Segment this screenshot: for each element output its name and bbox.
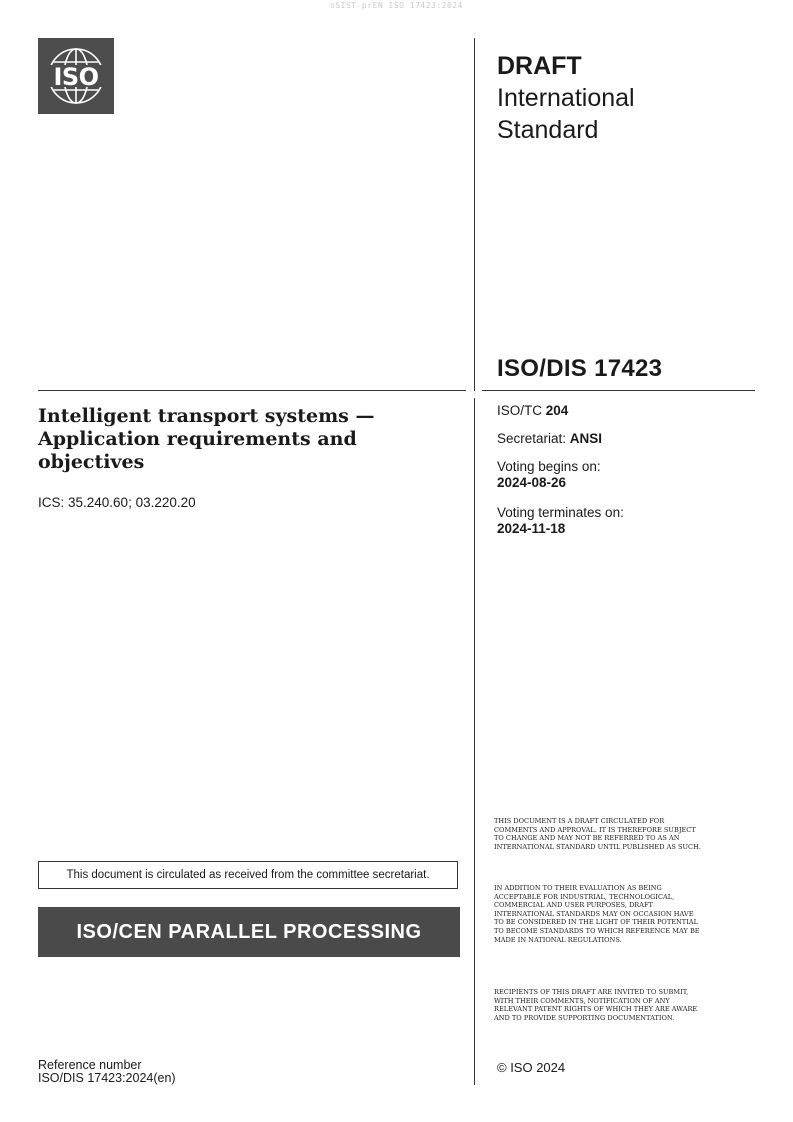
- iso-logo-icon: [38, 38, 114, 114]
- voting-terminates: [497, 505, 624, 537]
- secretariat-label: Secretariat:: [497, 431, 567, 446]
- standard-number: ISO/DIS 17423: [497, 355, 663, 382]
- iso-logo-text: ISO: [53, 63, 99, 91]
- right-rule: [482, 390, 755, 391]
- voting-begins: [497, 459, 601, 491]
- voting-begins-label: Voting begins on:: [497, 459, 601, 474]
- draft-label: DRAFT: [497, 52, 582, 80]
- left-rule: [38, 390, 466, 391]
- reference-number: [38, 1059, 176, 1085]
- secretariat: [497, 431, 602, 447]
- international-label: International: [497, 84, 635, 112]
- disclaimer-paragraph-2: IN ADDITION TO THEIR EVALUATION AS BEING ACCEPTABLE FOR INDUSTRIAL, TECHNOLOGICAL, COMMERCIAL AND USER PURPOSES, DRAFT INTERNATIONAL STANDARDS MAY ON OCCASION HAVE TO BE CONSIDERED IN THE LIGHT OF THEIR POTENTIAL TO BECOME STANDARDS TO WHICH REFERENCE MAY BE MADE IN NATIONAL REGULATIONS.: [494, 884, 700, 944]
- circulation-notice: This document is circulated as received from the committee secretariat.: [38, 861, 458, 889]
- column-divider-bottom: [474, 398, 475, 1085]
- tc-value: 204: [545, 403, 569, 418]
- column-divider-top: [474, 38, 475, 391]
- standard-label: Standard: [497, 116, 599, 144]
- voting-terminates-date: 2024-11-18: [497, 521, 566, 536]
- copyright: © ISO 2024: [497, 1060, 566, 1075]
- draft-heading: [497, 50, 635, 146]
- voting-terminates-label: Voting terminates on:: [497, 505, 624, 520]
- disclaimer-paragraph-1: THIS DOCUMENT IS A DRAFT CIRCULATED FOR COMMENTS AND APPROVAL. IT IS THEREFORE SUBJECT TO CHANGE AND MAY NOT BE REFERRED TO AS AN INTERNATIONAL STANDARD UNTIL PUBLISHED AS SUCH.: [494, 817, 701, 851]
- reference-value: ISO/DIS 17423:2024(en): [38, 1071, 176, 1085]
- tc-label: ISO/TC: [497, 403, 543, 418]
- iso-logo: [38, 38, 114, 114]
- reference-label: Reference number: [38, 1058, 142, 1072]
- voting-begins-date: 2024-08-26: [497, 475, 567, 490]
- ics-codes: ICS: 35.240.60; 03.220.20: [38, 495, 196, 510]
- parallel-processing-banner: ISO/CEN PARALLEL PROCESSING: [38, 907, 460, 957]
- disclaimer-paragraph-3: RECIPIENTS OF THIS DRAFT ARE INVITED TO SUBMIT, WITH THEIR COMMENTS, NOTIFICATION OF ANY RELEVANT PATENT RIGHTS OF WHICH THEY ARE AWARE AND TO PROVIDE SUPPORTING DOCUMENTATION.: [494, 988, 698, 1022]
- secretariat-value: ANSI: [569, 431, 603, 446]
- document-title: Intelligent transport systems — Application requirements and objectives: [38, 405, 375, 473]
- watermark: oSIST prEN ISO 17423:2024: [330, 1, 463, 10]
- technical-committee: [497, 403, 568, 419]
